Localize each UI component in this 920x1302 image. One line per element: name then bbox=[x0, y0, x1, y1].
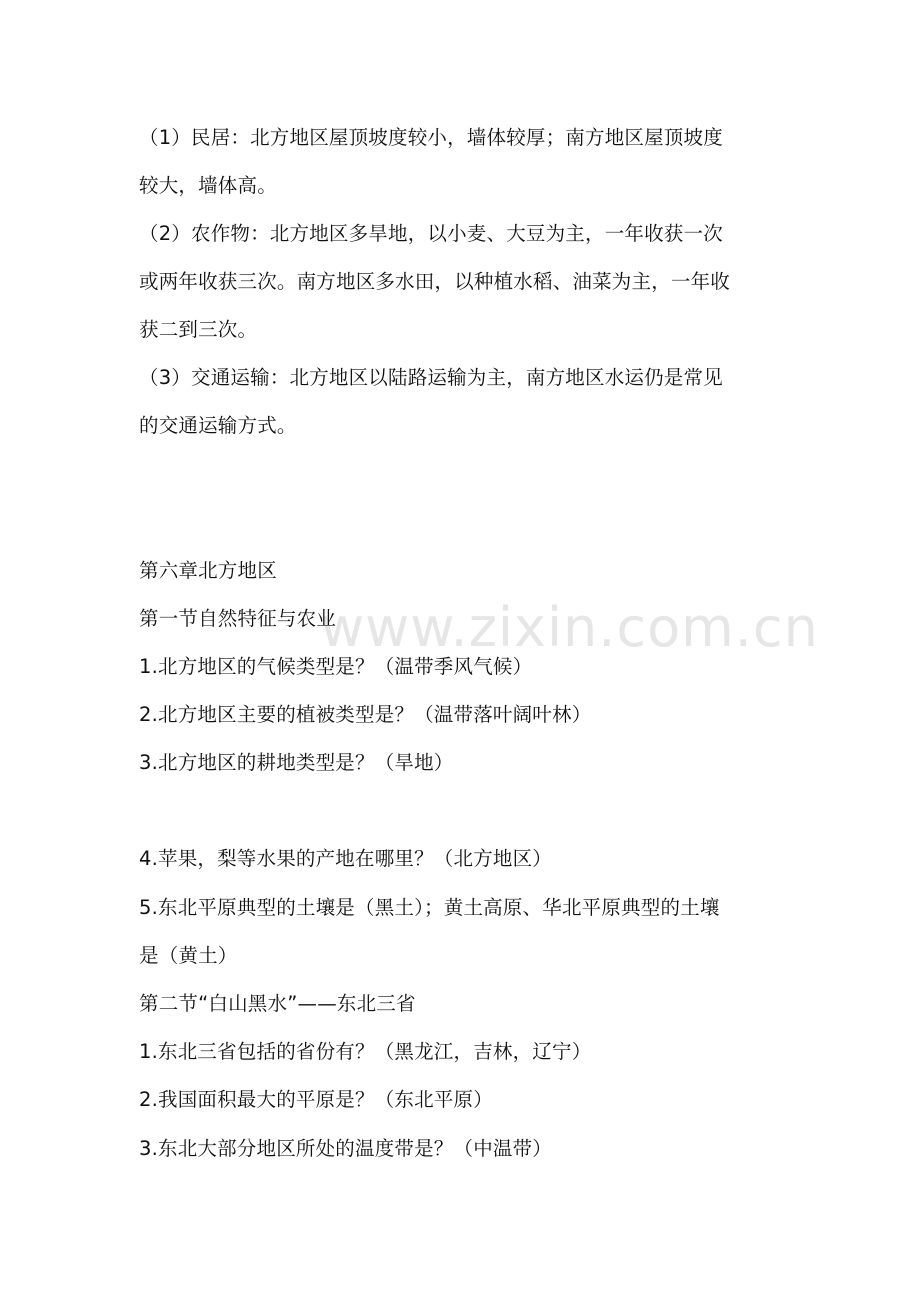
text-line: 的交通运输方式。 bbox=[139, 414, 297, 437]
chapter-heading: 第六章北方地区 bbox=[139, 559, 277, 582]
text-line: 或两年收获三次。南方地区多水田，以种植水稻、油菜为主，一年收 bbox=[139, 270, 731, 293]
text-line: （3）交通运输：北方地区以陆路运输为主，南方地区水运仍是常见 bbox=[139, 366, 723, 389]
question-item: 4.苹果，梨等水果的产地在哪里？（北方地区） bbox=[139, 847, 553, 870]
section-heading: 第一节自然特征与农业 bbox=[139, 607, 337, 630]
text-line: 较大，墙体高。 bbox=[139, 174, 277, 197]
question-item: 2.北方地区主要的植被类型是？（温带落叶阔叶林） bbox=[139, 703, 592, 726]
question-item: 3.北方地区的耕地类型是？（旱地） bbox=[139, 751, 454, 774]
question-item: 3.东北大部分地区所处的温度带是？（中温带） bbox=[139, 1137, 553, 1160]
question-item: 1.北方地区的气候类型是？（温带季风气候） bbox=[139, 655, 533, 678]
watermark: www.zixin.com.cn bbox=[320, 596, 819, 659]
text-line: （1）民居：北方地区屋顶坡度较小，墙体较厚；南方地区屋顶坡度 bbox=[139, 126, 723, 149]
question-item: 2.我国面积最大的平原是？（东北平原） bbox=[139, 1088, 493, 1111]
question-item: 5.东北平原典型的土壤是（黑土）；黄土高原、华北平原典型的土壤 bbox=[139, 896, 720, 919]
text-line: 获二到三次。 bbox=[139, 318, 258, 341]
question-item: 1.东北三省包括的省份有？（黑龙江，吉林，辽宁） bbox=[139, 1040, 592, 1063]
section-heading: 第二节“白山黑水”——东北三省 bbox=[139, 992, 416, 1015]
question-item: 是（黄土） bbox=[139, 944, 238, 967]
text-line: （2）农作物：北方地区多旱地，以小麦、大豆为主，一年收获一次 bbox=[139, 222, 723, 245]
